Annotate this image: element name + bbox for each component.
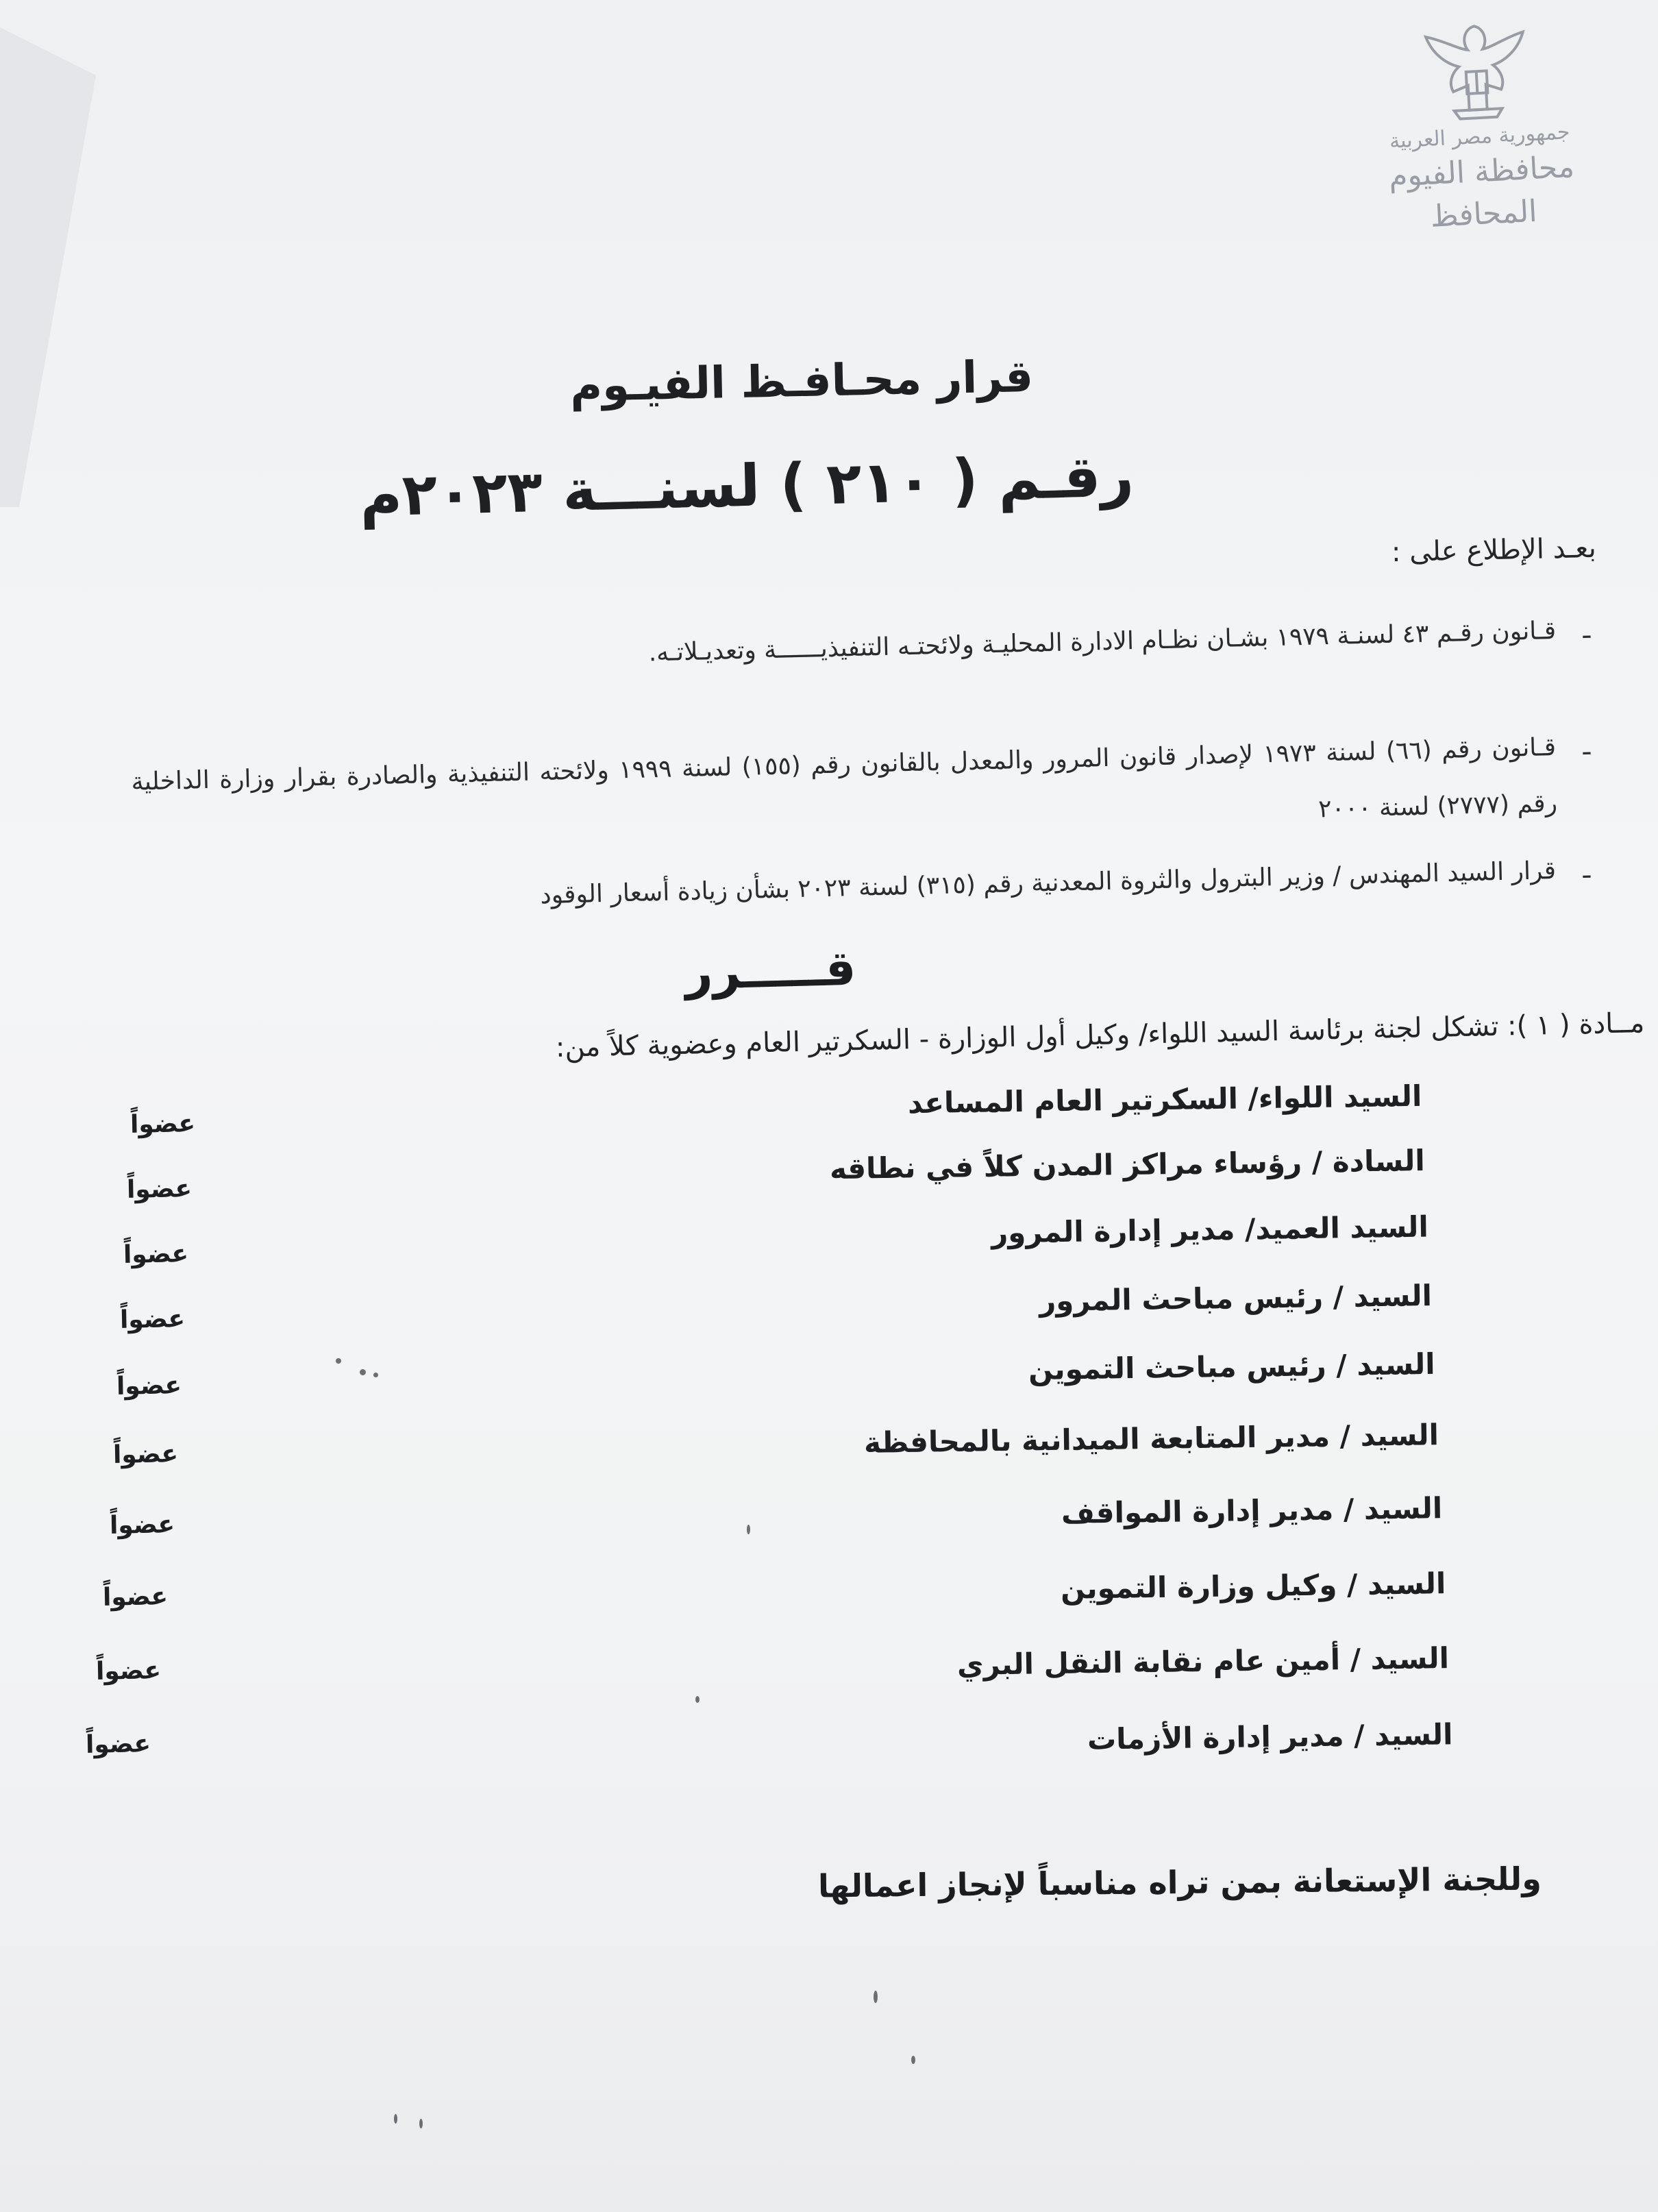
member-role: عضواً [123, 1240, 189, 1269]
scan-speck [695, 1696, 700, 1703]
article-1: مــادة ( ١ ): تشكل لجنة برئاسة السيد اللواء/ وكيل أول الوزارة - السكرتير العام وعضوية كلاً من: [555, 1007, 1646, 1064]
scan-speck [373, 1373, 378, 1377]
eagle-emblem-icon [1415, 11, 1537, 127]
member-role: عضواً [102, 1582, 169, 1612]
clause-dash: ـ [1582, 732, 1591, 761]
member-role: عضواً [95, 1656, 162, 1686]
stamp-line-country: جمهورية مصر العربية [1389, 120, 1571, 153]
member-name: السيد العميد/ مدير إدارة المرور [991, 1209, 1429, 1250]
member-name: السيد / مدير إدارة الأزمات [1087, 1717, 1453, 1756]
decision-heading: قـــــرر [684, 939, 857, 1001]
member-role: عضواً [116, 1371, 182, 1401]
member-name: السادة / رؤساء مراكز المدن كلاً في نطاقه [829, 1143, 1426, 1186]
member-role: عضواً [129, 1109, 196, 1139]
clause-text: قـانون رقم (٦٦) لسنة ١٩٧٣ لإصدار قانون المرور والمعدل بالقانون رقم (١٥٥) لسنة ١٩٩٩ ولائحته التنفيذية والصادرة بقرار وزارة الداخلية رقم (٢٧٧٧) لسنة ٢٠٠٠ [131, 733, 1558, 824]
member-name: السيد / أمين عام نقابة النقل البري [956, 1640, 1450, 1682]
scan-speck [360, 1369, 366, 1375]
member-role: عضواً [119, 1305, 186, 1334]
member-name: السيد اللواء/ السكرتير العام المساعد [907, 1079, 1422, 1120]
scan-speck [747, 1525, 750, 1534]
scan-speck [911, 2056, 915, 2064]
preamble-clause-1 [131, 603, 1591, 694]
member-role: عضواً [126, 1175, 193, 1204]
clause-text: قـانون رقـم ٤٣ لسنـة ١٩٧٩ بشـان نظـام الادارة المحليـة ولائحتـه التنفيذيــــــة وتعديـلاتـه. [648, 616, 1557, 667]
official-stamp [1371, 8, 1589, 272]
stamp-line-governorate: محافظة الفيوم [1387, 149, 1576, 194]
member-name: السيد / وكيل وزارة التموين [1060, 1566, 1446, 1606]
decree-title: قرار محـافـظ الفيـوم [569, 351, 1034, 413]
decree-number: رقـم ( ٢١٠ ) لسنـــة ٢٠٢٣م [359, 442, 1135, 530]
member-role: عضواً [109, 1510, 175, 1540]
preamble-intro: بعـد الإطلاع على : [1391, 532, 1597, 569]
closing-line: وللجنة الإستعانة بمن تراه مناسباً لإنجاز اعمالها [817, 1860, 1542, 1905]
scan-speck [336, 1358, 341, 1364]
clause-dash: ـ [1582, 855, 1591, 885]
member-name: السيد / رئيس مباحث المرور [1039, 1279, 1433, 1318]
preamble-clause-2 [131, 720, 1591, 867]
scan-speck [874, 1991, 878, 2003]
clause-text: قرار السيد المهندس / وزير البترول والثروة المعدنية رقم (٣١٥) لسنة ٢٠٢٣ بشأن زيادة أسعار الوقود [540, 856, 1557, 910]
scan-speck [419, 2119, 423, 2128]
member-name: السيد / مدير إدارة المواقف [1061, 1491, 1443, 1530]
underlying-sheet-edge [0, 27, 96, 507]
member-role: عضواً [112, 1440, 179, 1469]
member-name: السيد / مدير المتابعة الميدانية بالمحافظة [863, 1418, 1439, 1460]
stamp-line-governor: المحافظ [1429, 193, 1538, 234]
clause-dash: ـ [1582, 615, 1591, 645]
member-name: السيد / رئيس مباحث التموين [1028, 1347, 1436, 1387]
member-role: عضواً [85, 1730, 151, 1759]
scan-speck [394, 2114, 397, 2124]
